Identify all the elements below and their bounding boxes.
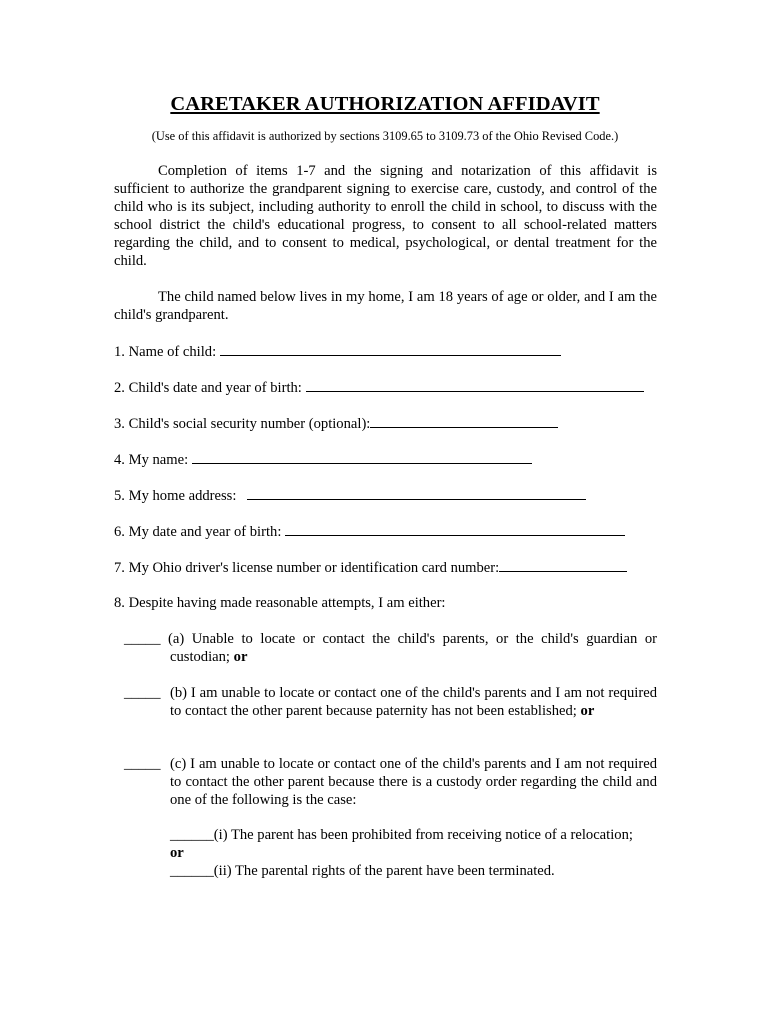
- sub-option-ii-text: (ii) The parental rights of the parent have been terminated.: [213, 863, 555, 879]
- option-b-body: [170, 684, 657, 720]
- item-3-child-ssn: [114, 413, 558, 433]
- item-7-label: 7. My Ohio driver's license number or identification card number:: [114, 560, 500, 576]
- sub-option-i-text: (i) The parent has been prohibited from receiving notice of a relocation;: [213, 827, 633, 843]
- document-subtitle: (Use of this affidavit is authorized by sections 3109.65 to 3109.73 of the Ohio Revised Code.): [151, 129, 619, 143]
- sub-option-or-line: [170, 844, 657, 862]
- option-a-body: [170, 630, 657, 666]
- item-8-attempts: [114, 594, 446, 612]
- sub-option-i: [170, 826, 657, 844]
- item-4-label: 4. My name:: [114, 452, 189, 468]
- item-4-my-name: [114, 449, 532, 469]
- item-5-label: 5. My home address:: [114, 488, 237, 504]
- option-c-blank[interactable]: _____: [124, 756, 161, 772]
- option-b-or: or: [580, 703, 595, 719]
- license-blank[interactable]: [499, 557, 627, 572]
- item-6-my-birth: [114, 521, 625, 541]
- sub-option-ii-blank[interactable]: ______: [170, 863, 214, 879]
- option-b: [124, 684, 657, 720]
- option-a-text: (a) Unable to locate or contact the child's parents, or the child's guardian or custodian;: [168, 631, 657, 665]
- item-6-label: 6. My date and year of birth:: [114, 524, 282, 540]
- item-3-label: 3. Child's social security number (optional):: [114, 416, 371, 432]
- child-ssn-blank[interactable]: [370, 413, 558, 428]
- item-7-license: [114, 557, 627, 577]
- item-1-name-of-child: [114, 341, 561, 361]
- option-a: [124, 630, 657, 666]
- intro-paragraph: [114, 162, 657, 270]
- my-name-blank[interactable]: [192, 449, 532, 464]
- intro-text: Completion of items 1-7 and the signing and notarization of this affidavit is sufficient to authorize the grandparent signing to exercise care, custody, and control of the child who is its subject, including authority to enroll the child in school, to discuss with the school district the child's educational progress, to consent to all school-related matters regarding the child, and to consent to medical, psychological, or dental treatment for the child.: [114, 163, 657, 269]
- item-2-child-birth: [114, 377, 644, 397]
- item-2-label: 2. Child's date and year of birth:: [114, 380, 302, 396]
- option-b-blank[interactable]: _____: [124, 685, 161, 701]
- option-a-blank[interactable]: _____: [124, 631, 161, 647]
- option-c-text: (c) I am unable to locate or contact one of the child's parents and I am not required to contact the other parent because there is a custody order regarding the child and one of the following is the case:: [170, 756, 657, 808]
- my-birth-blank[interactable]: [285, 521, 625, 536]
- sub-option-i-blank[interactable]: ______: [170, 827, 214, 843]
- child-name-blank[interactable]: [220, 341, 561, 356]
- item-5-home-address: [114, 485, 586, 505]
- child-birth-blank[interactable]: [306, 377, 644, 392]
- item-8-label: 8. Despite having made reasonable attempts, I am either:: [114, 595, 446, 611]
- item-1-label: 1. Name of child:: [114, 344, 217, 360]
- option-c-body: [170, 755, 657, 809]
- option-a-or: or: [233, 649, 248, 665]
- statement-text: The child named below lives in my home, I am 18 years of age or older, and I am the child's grandparent.: [114, 289, 657, 323]
- home-address-blank[interactable]: [247, 485, 586, 500]
- sub-option-ii: [170, 862, 657, 880]
- statement-paragraph: [114, 288, 657, 324]
- option-c: [124, 755, 657, 809]
- sub-option-or: or: [170, 845, 184, 861]
- option-b-text: (b) I am unable to locate or contact one of the child's parents and I am not required to contact the other parent because paternity has not been established;: [170, 685, 657, 719]
- document-title: CARETAKER AUTHORIZATION AFFIDAVIT: [170, 93, 600, 115]
